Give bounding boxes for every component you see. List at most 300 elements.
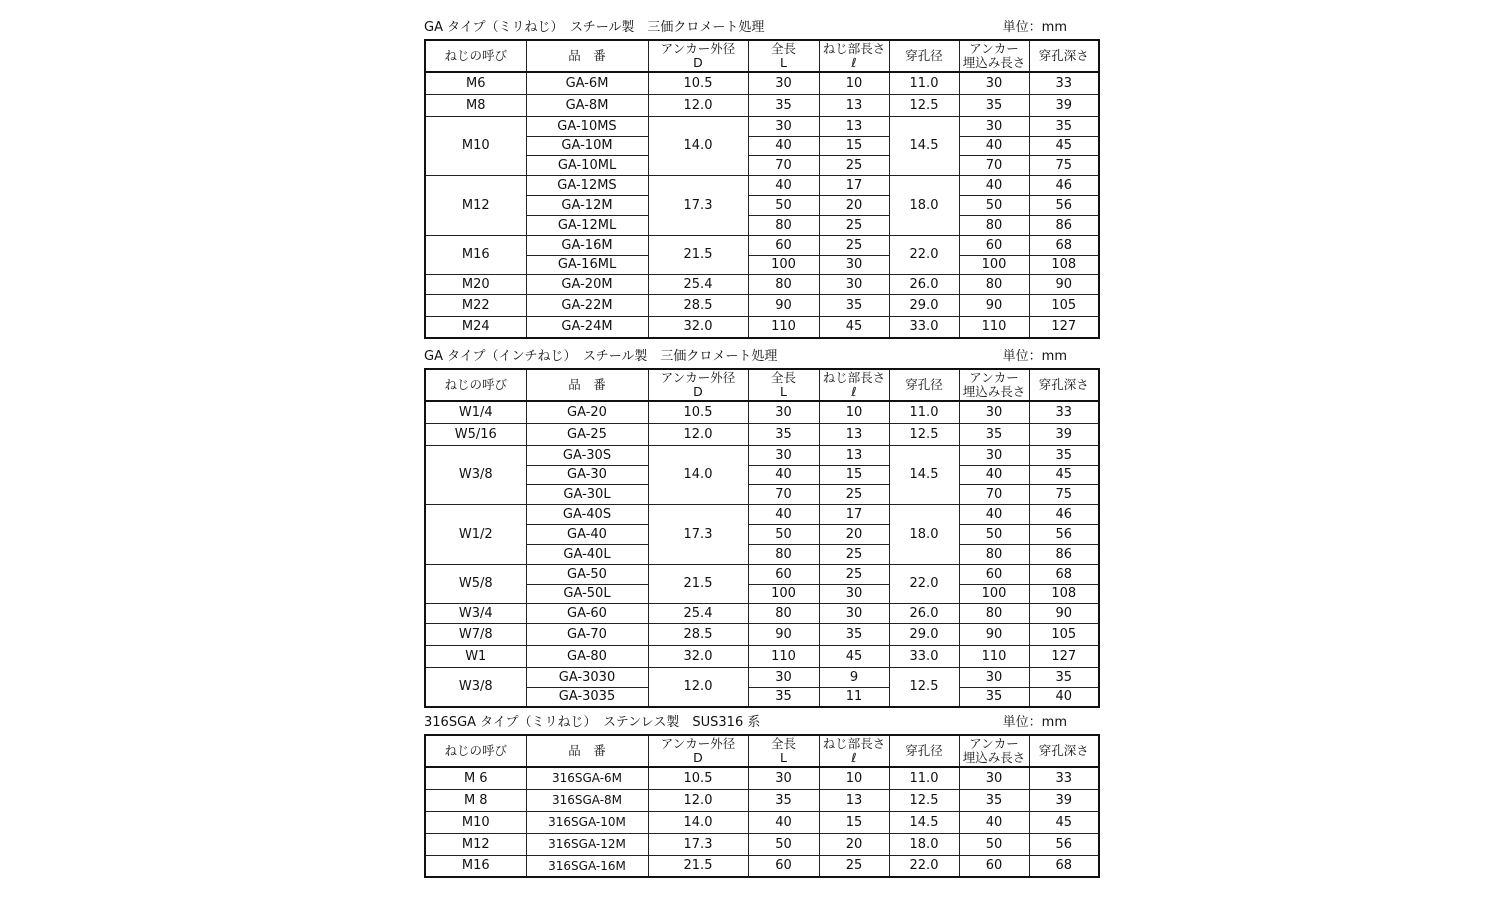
- dia-cell: 12.0: [648, 667, 748, 707]
- hole-cell: 29.0: [889, 623, 959, 645]
- hole-cell: 29.0: [889, 294, 959, 316]
- table-row: [425, 623, 1099, 645]
- size-cell: M22: [425, 294, 526, 316]
- header-hole: 穿孔径: [889, 369, 959, 401]
- dia-cell: 12.0: [648, 423, 748, 445]
- size-cell: M12: [425, 833, 526, 855]
- depth-cell: 108: [1029, 255, 1099, 274]
- size-cell: M16: [425, 235, 526, 274]
- thread-cell: 25: [819, 855, 889, 877]
- len-cell: 40: [748, 811, 819, 833]
- header-size: ねじの呼び: [425, 40, 526, 72]
- thread-cell: 35: [819, 294, 889, 316]
- dia-cell: 25.4: [648, 603, 748, 623]
- depth-cell: 56: [1029, 833, 1099, 855]
- depth-cell: 40: [1029, 687, 1099, 707]
- thread-cell: 13: [819, 94, 889, 116]
- part-cell: GA-12M: [526, 195, 648, 215]
- len-cell: 30: [748, 667, 819, 687]
- embed-cell: 35: [959, 94, 1029, 116]
- depth-cell: 108: [1029, 584, 1099, 603]
- thread-cell: 15: [819, 465, 889, 484]
- depth-cell: 86: [1029, 544, 1099, 564]
- embed-cell: 110: [959, 316, 1029, 338]
- thread-cell: 25: [819, 155, 889, 175]
- header-row: [425, 735, 1099, 767]
- thread-cell: 11: [819, 687, 889, 707]
- len-cell: 35: [748, 423, 819, 445]
- size-cell: W1/2: [425, 504, 526, 564]
- thread-cell: 13: [819, 423, 889, 445]
- depth-cell: 68: [1029, 564, 1099, 584]
- depth-cell: 45: [1029, 811, 1099, 833]
- unit-label: 単位：mm: [1002, 715, 1067, 730]
- dia-cell: 32.0: [648, 645, 748, 667]
- part-cell: GA-40S: [526, 504, 648, 524]
- header-part: 品 番: [526, 369, 648, 401]
- len-cell: 30: [748, 401, 819, 423]
- hole-cell: 26.0: [889, 274, 959, 294]
- thread-cell: 17: [819, 504, 889, 524]
- hole-cell: 14.5: [889, 116, 959, 175]
- size-cell: M24: [425, 316, 526, 338]
- thread-cell: 45: [819, 645, 889, 667]
- embed-cell: 60: [959, 235, 1029, 255]
- dia-cell: 28.5: [648, 294, 748, 316]
- depth-cell: 33: [1029, 72, 1099, 94]
- embed-cell: 40: [959, 175, 1029, 195]
- size-cell: M8: [425, 94, 526, 116]
- len-cell: 100: [748, 255, 819, 274]
- table-row: [425, 235, 1099, 255]
- table-row: [425, 72, 1099, 94]
- dia-cell: 21.5: [648, 855, 748, 877]
- embed-cell: 80: [959, 215, 1029, 235]
- dia-cell: 12.0: [648, 789, 748, 811]
- len-cell: 80: [748, 603, 819, 623]
- len-cell: 70: [748, 155, 819, 175]
- depth-cell: 35: [1029, 667, 1099, 687]
- embed-cell: 35: [959, 789, 1029, 811]
- len-cell: 30: [748, 767, 819, 789]
- table-row: [425, 603, 1099, 623]
- table-row: [425, 504, 1099, 524]
- table-row: [425, 445, 1099, 465]
- len-cell: 80: [748, 544, 819, 564]
- depth-cell: 39: [1029, 789, 1099, 811]
- embed-cell: 100: [959, 255, 1029, 274]
- len-cell: 40: [748, 504, 819, 524]
- depth-cell: 75: [1029, 484, 1099, 504]
- len-cell: 80: [748, 274, 819, 294]
- table-row: [425, 667, 1099, 687]
- table-row: [425, 255, 1099, 274]
- part-cell: GA-60: [526, 603, 648, 623]
- part-cell: GA-50L: [526, 584, 648, 603]
- depth-cell: 33: [1029, 401, 1099, 423]
- hole-cell: 12.5: [889, 667, 959, 707]
- header-hole: 穿孔径: [889, 40, 959, 72]
- dia-cell: 14.0: [648, 811, 748, 833]
- len-cell: 40: [748, 175, 819, 195]
- header-size: ねじの呼び: [425, 735, 526, 767]
- hole-cell: 12.5: [889, 789, 959, 811]
- len-cell: 50: [748, 833, 819, 855]
- part-cell: GA-3035: [526, 687, 648, 707]
- depth-cell: 39: [1029, 94, 1099, 116]
- size-cell: M 8: [425, 789, 526, 811]
- embed-cell: 35: [959, 423, 1029, 445]
- header-dia: アンカー外径 D: [648, 735, 748, 767]
- part-cell: 316SGA-8M: [526, 789, 648, 811]
- embed-cell: 30: [959, 116, 1029, 136]
- table-row: [425, 544, 1099, 564]
- size-cell: M10: [425, 116, 526, 175]
- size-cell: W5/16: [425, 423, 526, 445]
- header-part: 品 番: [526, 735, 648, 767]
- dia-cell: 14.0: [648, 116, 748, 175]
- thread-cell: 17: [819, 175, 889, 195]
- depth-cell: 45: [1029, 465, 1099, 484]
- hole-cell: 22.0: [889, 855, 959, 877]
- thread-cell: 25: [819, 215, 889, 235]
- table-row: [425, 401, 1099, 423]
- spec-table: [424, 734, 1100, 878]
- part-cell: GA-12MS: [526, 175, 648, 195]
- thread-cell: 25: [819, 564, 889, 584]
- header-part: 品 番: [526, 40, 648, 72]
- table-row: [425, 564, 1099, 584]
- table-row: [425, 136, 1099, 155]
- dia-cell: 21.5: [648, 564, 748, 603]
- size-cell: M6: [425, 72, 526, 94]
- depth-cell: 46: [1029, 504, 1099, 524]
- header-row: [425, 40, 1099, 72]
- len-cell: 30: [748, 116, 819, 136]
- hole-cell: 33.0: [889, 645, 959, 667]
- thread-cell: 30: [819, 603, 889, 623]
- part-cell: 316SGA-12M: [526, 833, 648, 855]
- embed-cell: 70: [959, 484, 1029, 504]
- len-cell: 35: [748, 789, 819, 811]
- embed-cell: 60: [959, 564, 1029, 584]
- table-row: [425, 294, 1099, 316]
- header-embed: アンカー 埋込み長さ: [959, 369, 1029, 401]
- embed-cell: 30: [959, 72, 1029, 94]
- part-cell: GA-16M: [526, 235, 648, 255]
- len-cell: 70: [748, 484, 819, 504]
- unit-label: 単位：mm: [1002, 20, 1067, 35]
- embed-cell: 70: [959, 155, 1029, 175]
- thread-cell: 9: [819, 667, 889, 687]
- part-cell: 316SGA-6M: [526, 767, 648, 789]
- table-row: [425, 789, 1099, 811]
- part-cell: 316SGA-10M: [526, 811, 648, 833]
- hole-cell: 14.5: [889, 811, 959, 833]
- header-depth: 穿孔深さ: [1029, 735, 1099, 767]
- thread-cell: 30: [819, 274, 889, 294]
- header-depth: 穿孔深さ: [1029, 369, 1099, 401]
- len-cell: 90: [748, 294, 819, 316]
- depth-cell: 35: [1029, 445, 1099, 465]
- part-cell: GA-70: [526, 623, 648, 645]
- len-cell: 35: [748, 94, 819, 116]
- part-cell: GA-25: [526, 423, 648, 445]
- part-cell: GA-40: [526, 524, 648, 544]
- part-cell: GA-3030: [526, 667, 648, 687]
- header-row: [425, 369, 1099, 401]
- depth-cell: 56: [1029, 524, 1099, 544]
- depth-cell: 46: [1029, 175, 1099, 195]
- table-row: [425, 465, 1099, 484]
- depth-cell: 68: [1029, 235, 1099, 255]
- dia-cell: 21.5: [648, 235, 748, 274]
- header-len: 全長 L: [748, 735, 819, 767]
- thread-cell: 15: [819, 136, 889, 155]
- len-cell: 80: [748, 215, 819, 235]
- dia-cell: 10.5: [648, 767, 748, 789]
- part-cell: GA-40L: [526, 544, 648, 564]
- header-hole: 穿孔径: [889, 735, 959, 767]
- depth-cell: 127: [1029, 316, 1099, 338]
- embed-cell: 35: [959, 687, 1029, 707]
- len-cell: 50: [748, 195, 819, 215]
- size-cell: M 6: [425, 767, 526, 789]
- part-cell: 316SGA-16M: [526, 855, 648, 877]
- table-row: [425, 811, 1099, 833]
- dia-cell: 32.0: [648, 316, 748, 338]
- section-caption: [424, 349, 1077, 365]
- thread-cell: 20: [819, 524, 889, 544]
- len-cell: 40: [748, 136, 819, 155]
- dia-cell: 17.3: [648, 833, 748, 855]
- len-cell: 60: [748, 564, 819, 584]
- table-row: [425, 855, 1099, 877]
- dia-cell: 12.0: [648, 94, 748, 116]
- header-size: ねじの呼び: [425, 369, 526, 401]
- section-caption: [424, 20, 1077, 36]
- header-thread: ねじ部長さ ℓ: [819, 369, 889, 401]
- size-cell: W1/4: [425, 401, 526, 423]
- size-cell: W3/8: [425, 667, 526, 707]
- hole-cell: 12.5: [889, 423, 959, 445]
- depth-cell: 105: [1029, 623, 1099, 645]
- embed-cell: 80: [959, 274, 1029, 294]
- size-cell: M10: [425, 811, 526, 833]
- part-cell: GA-20: [526, 401, 648, 423]
- embed-cell: 90: [959, 294, 1029, 316]
- size-cell: M12: [425, 175, 526, 235]
- depth-cell: 75: [1029, 155, 1099, 175]
- depth-cell: 56: [1029, 195, 1099, 215]
- size-cell: W5/8: [425, 564, 526, 603]
- hole-cell: 18.0: [889, 504, 959, 564]
- thread-cell: 10: [819, 767, 889, 789]
- hole-cell: 22.0: [889, 564, 959, 603]
- table-row: [425, 195, 1099, 215]
- part-cell: GA-10MS: [526, 116, 648, 136]
- depth-cell: 105: [1029, 294, 1099, 316]
- len-cell: 110: [748, 645, 819, 667]
- size-cell: M20: [425, 274, 526, 294]
- dia-cell: 17.3: [648, 504, 748, 564]
- part-cell: GA-24M: [526, 316, 648, 338]
- spec-table: [424, 39, 1100, 339]
- table-row: [425, 484, 1099, 504]
- header-embed: アンカー 埋込み長さ: [959, 735, 1029, 767]
- embed-cell: 100: [959, 584, 1029, 603]
- table-row: [425, 116, 1099, 136]
- part-cell: GA-30L: [526, 484, 648, 504]
- part-cell: GA-20M: [526, 274, 648, 294]
- embed-cell: 60: [959, 855, 1029, 877]
- size-cell: M16: [425, 855, 526, 877]
- part-cell: GA-30: [526, 465, 648, 484]
- embed-cell: 30: [959, 667, 1029, 687]
- len-cell: 35: [748, 687, 819, 707]
- header-thread: ねじ部長さ ℓ: [819, 735, 889, 767]
- depth-cell: 45: [1029, 136, 1099, 155]
- table-row: [425, 94, 1099, 116]
- dia-cell: 25.4: [648, 274, 748, 294]
- hole-cell: 18.0: [889, 175, 959, 235]
- table-row: [425, 423, 1099, 445]
- depth-cell: 33: [1029, 767, 1099, 789]
- part-cell: GA-50: [526, 564, 648, 584]
- embed-cell: 80: [959, 544, 1029, 564]
- len-cell: 50: [748, 524, 819, 544]
- len-cell: 60: [748, 855, 819, 877]
- depth-cell: 127: [1029, 645, 1099, 667]
- depth-cell: 35: [1029, 116, 1099, 136]
- header-len: 全長 L: [748, 40, 819, 72]
- thread-cell: 30: [819, 584, 889, 603]
- table-row: [425, 645, 1099, 667]
- thread-cell: 25: [819, 544, 889, 564]
- depth-cell: 90: [1029, 274, 1099, 294]
- len-cell: 110: [748, 316, 819, 338]
- table-row: [425, 316, 1099, 338]
- table-row: [425, 215, 1099, 235]
- embed-cell: 50: [959, 833, 1029, 855]
- hole-cell: 11.0: [889, 401, 959, 423]
- dia-cell: 10.5: [648, 72, 748, 94]
- part-cell: GA-30S: [526, 445, 648, 465]
- section-title: 316SGA タイプ（ミリねじ） ステンレス製 SUS316 系: [424, 715, 761, 730]
- part-cell: GA-22M: [526, 294, 648, 316]
- len-cell: 100: [748, 584, 819, 603]
- embed-cell: 50: [959, 195, 1029, 215]
- table-row: [425, 175, 1099, 195]
- hole-cell: 18.0: [889, 833, 959, 855]
- hole-cell: 26.0: [889, 603, 959, 623]
- thread-cell: 13: [819, 789, 889, 811]
- thread-cell: 25: [819, 235, 889, 255]
- table-row: [425, 274, 1099, 294]
- embed-cell: 30: [959, 401, 1029, 423]
- thread-cell: 13: [819, 445, 889, 465]
- embed-cell: 40: [959, 465, 1029, 484]
- header-depth: 穿孔深さ: [1029, 40, 1099, 72]
- size-cell: W1: [425, 645, 526, 667]
- hole-cell: 33.0: [889, 316, 959, 338]
- thread-cell: 45: [819, 316, 889, 338]
- embed-cell: 110: [959, 645, 1029, 667]
- embed-cell: 40: [959, 136, 1029, 155]
- table-row: [425, 687, 1099, 707]
- table-row: [425, 155, 1099, 175]
- len-cell: 90: [748, 623, 819, 645]
- depth-cell: 39: [1029, 423, 1099, 445]
- embed-cell: 40: [959, 504, 1029, 524]
- len-cell: 60: [748, 235, 819, 255]
- depth-cell: 90: [1029, 603, 1099, 623]
- size-cell: W7/8: [425, 623, 526, 645]
- dia-cell: 14.0: [648, 445, 748, 504]
- header-dia: アンカー外径 D: [648, 369, 748, 401]
- dia-cell: 17.3: [648, 175, 748, 235]
- thread-cell: 15: [819, 811, 889, 833]
- len-cell: 30: [748, 72, 819, 94]
- thread-cell: 35: [819, 623, 889, 645]
- hole-cell: 11.0: [889, 767, 959, 789]
- part-cell: GA-12ML: [526, 215, 648, 235]
- part-cell: GA-8M: [526, 94, 648, 116]
- thread-cell: 25: [819, 484, 889, 504]
- embed-cell: 30: [959, 767, 1029, 789]
- hole-cell: 11.0: [889, 72, 959, 94]
- spec-section: [424, 715, 1089, 878]
- header-dia: アンカー外径 D: [648, 40, 748, 72]
- embed-cell: 90: [959, 623, 1029, 645]
- depth-cell: 68: [1029, 855, 1099, 877]
- dia-cell: 28.5: [648, 623, 748, 645]
- part-cell: GA-10ML: [526, 155, 648, 175]
- size-cell: W3/8: [425, 445, 526, 504]
- header-embed: アンカー 埋込み長さ: [959, 40, 1029, 72]
- embed-cell: 50: [959, 524, 1029, 544]
- len-cell: 30: [748, 445, 819, 465]
- spec-table: [424, 368, 1100, 708]
- depth-cell: 86: [1029, 215, 1099, 235]
- thread-cell: 30: [819, 255, 889, 274]
- size-cell: W3/4: [425, 603, 526, 623]
- thread-cell: 20: [819, 195, 889, 215]
- table-row: [425, 833, 1099, 855]
- part-cell: GA-6M: [526, 72, 648, 94]
- section-title: GA タイプ（ミリねじ） スチール製 三価クロメート処理: [424, 20, 765, 35]
- header-thread: ねじ部長さ ℓ: [819, 40, 889, 72]
- dia-cell: 10.5: [648, 401, 748, 423]
- header-len: 全長 L: [748, 369, 819, 401]
- part-cell: GA-16ML: [526, 255, 648, 274]
- embed-cell: 30: [959, 445, 1029, 465]
- embed-cell: 40: [959, 811, 1029, 833]
- table-row: [425, 524, 1099, 544]
- len-cell: 40: [748, 465, 819, 484]
- thread-cell: 10: [819, 72, 889, 94]
- embed-cell: 80: [959, 603, 1029, 623]
- spec-section: [424, 349, 1089, 708]
- hole-cell: 14.5: [889, 445, 959, 504]
- table-row: [425, 584, 1099, 603]
- hole-cell: 22.0: [889, 235, 959, 274]
- spec-section: [424, 20, 1089, 339]
- part-cell: GA-80: [526, 645, 648, 667]
- thread-cell: 20: [819, 833, 889, 855]
- hole-cell: 12.5: [889, 94, 959, 116]
- thread-cell: 10: [819, 401, 889, 423]
